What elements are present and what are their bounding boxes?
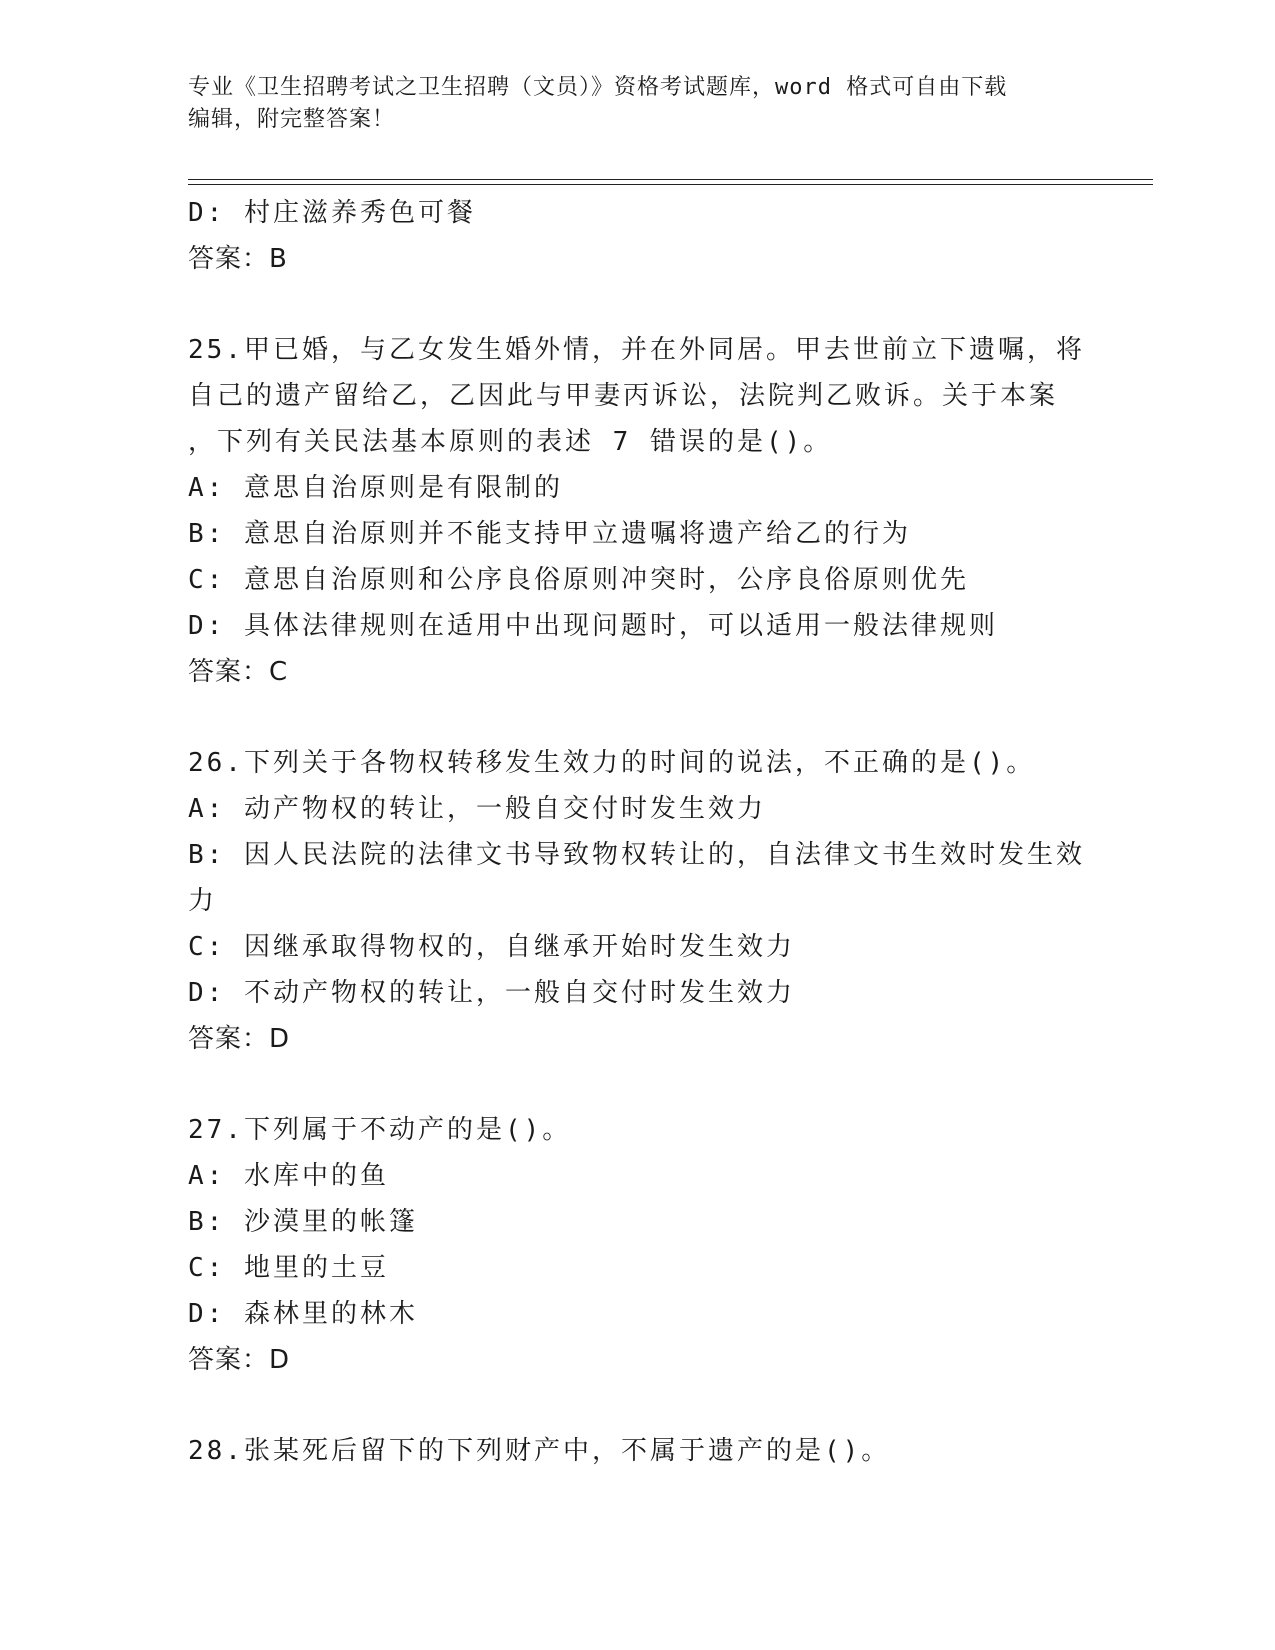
q26-option-c: C: 因继承取得物权的，自继承开始时发生效力	[188, 932, 795, 962]
q24-answer: 答案：B	[188, 244, 288, 274]
q28-stem: 28.张某死后留下的下列财产中，不属于遗产的是()。	[188, 1436, 891, 1466]
question-content	[188, 190, 1085, 1474]
header-line-1: 专业《卫生招聘考试之卫生招聘（文员）》资格考试题库，word 格式可自由下载	[188, 75, 1008, 100]
q26-option-a: A: 动产物权的转让，一般自交付时发生效力	[188, 794, 766, 824]
header-line-2: 编辑，附完整答案！	[188, 107, 396, 132]
q26-option-b-line-1: B: 因人民法院的法律文书导致物权转让的，自法律文书生效时发生效	[188, 840, 1085, 870]
question-26	[188, 740, 1085, 1062]
question-24-tail	[188, 190, 1078, 282]
q26-answer: 答案：D	[188, 1024, 291, 1054]
q25-option-c: C: 意思自治原则和公序良俗原则冲突时，公序良俗原则优先	[188, 565, 969, 595]
q27-option-b: B: 沙漠里的帐篷	[188, 1207, 418, 1237]
question-27	[188, 1107, 1078, 1383]
question-25	[188, 327, 1085, 695]
question-28	[188, 1428, 1078, 1474]
q26-option-d: D: 不动产物权的转让，一般自交付时发生效力	[188, 978, 795, 1008]
q24-option-d: D: 村庄滋养秀色可餐	[188, 198, 476, 228]
header-divider-top	[188, 179, 1153, 180]
q25-option-b: B: 意思自治原则并不能支持甲立遗嘱将遗产给乙的行为	[188, 519, 911, 549]
q25-stem-line-3: ，下列有关民法基本原则的表述 7 错误的是()。	[188, 427, 833, 457]
q27-answer: 答案：D	[188, 1345, 291, 1375]
q26-option-b-line-2: 力	[188, 886, 218, 916]
q25-answer: 答案：C	[188, 657, 289, 687]
q25-stem-line-1: 25.甲已婚，与乙女发生婚外情，并在外同居。甲去世前立下遗嘱，将	[188, 335, 1085, 365]
q25-stem-line-2: 自己的遗产留给乙，乙因此与甲妻丙诉讼，法院判乙败诉。关于本案	[188, 381, 1059, 411]
q25-option-a: A: 意思自治原则是有限制的	[188, 473, 563, 503]
header-divider-bottom	[188, 184, 1153, 185]
document-header	[188, 72, 1088, 136]
q27-stem: 27.下列属于不动产的是()。	[188, 1115, 572, 1145]
q27-option-a: A: 水库中的鱼	[188, 1161, 389, 1191]
q27-option-d: D: 森林里的林木	[188, 1299, 418, 1329]
q25-option-d: D: 具体法律规则在适用中出现问题时，可以适用一般法律规则	[188, 611, 998, 641]
q26-stem: 26.下列关于各物权转移发生效力的时间的说法，不正确的是()。	[188, 748, 1036, 778]
q27-option-c: C: 地里的土豆	[188, 1253, 389, 1283]
